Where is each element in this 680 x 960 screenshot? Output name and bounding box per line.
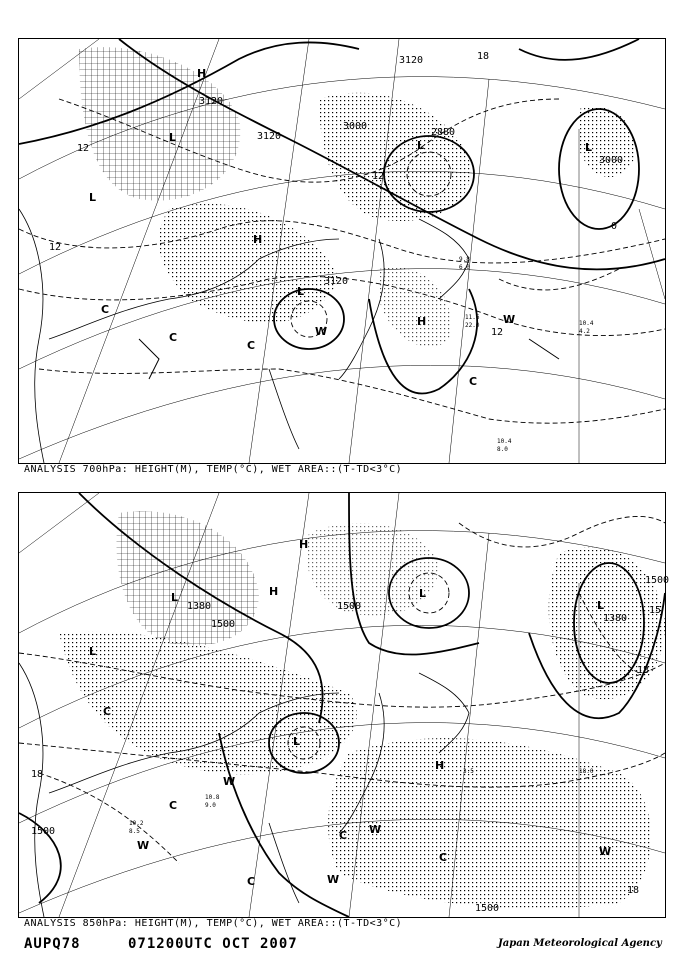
pressure-system-symbol: L — [585, 141, 593, 154]
height-label: 1380 — [187, 601, 212, 612]
pressure-system-symbol: L — [597, 599, 605, 612]
pressure-system-symbol: L — [417, 139, 425, 152]
pressure-system-symbol: L — [171, 591, 179, 604]
height-label: 3120 — [199, 96, 224, 107]
obs-value: 10.4 — [579, 320, 594, 327]
pressure-system-symbol: W — [137, 839, 150, 852]
pressure-system-symbol: W — [503, 313, 516, 326]
pressure-system-symbol: W — [327, 873, 340, 886]
trough-lines — [139, 339, 559, 379]
chart-700hpa-caption: ANALYSIS 700hPa: HEIGHT(M), TEMP(°C), WET AREA::(T-TD<3°C) — [24, 464, 403, 475]
obs-value: 11.6 — [465, 314, 480, 321]
pressure-system-symbol: W — [369, 823, 382, 836]
obs-value: 10.8 — [205, 794, 220, 801]
pressure-system-symbol: W — [315, 325, 328, 338]
pressure-system-symbol: C — [439, 851, 448, 864]
height-label: 3120 — [399, 55, 424, 66]
chart-700hpa — [18, 38, 666, 464]
obs-value: 9.0 — [205, 802, 216, 809]
valid-time: 071200UTC OCT 2007 — [128, 936, 298, 952]
obs-value: 22.0 — [465, 322, 480, 329]
pressure-system-symbol: H — [253, 233, 263, 246]
temp-label: 18 — [627, 885, 640, 896]
temp-label: 12 — [49, 242, 62, 253]
height-label: 1500 — [475, 903, 500, 914]
obs-value: 8.5 — [129, 828, 140, 835]
temp-label: 12 — [372, 171, 385, 182]
pressure-system-symbol: L — [293, 735, 301, 748]
obs-value: 9.8 — [459, 256, 470, 263]
bulletin-id: AUPQ78 — [24, 936, 81, 952]
height-label: 1380 — [603, 613, 628, 624]
height-label: 1500 — [645, 575, 670, 586]
pressure-system-symbol: W — [599, 845, 612, 858]
pressure-system-symbol: H — [299, 538, 309, 551]
pressure-system-symbol: C — [247, 875, 256, 888]
pressure-system-symbol: C — [101, 303, 110, 316]
temp-label: 0 — [611, 221, 618, 232]
temp-label: 12 — [491, 327, 504, 338]
agency-credit: Japan Meteorological Agency — [498, 938, 662, 949]
obs-value: 10.2 — [129, 820, 144, 827]
chart-700hpa-map — [19, 39, 665, 463]
pressure-system-symbol: H — [435, 759, 445, 772]
temp-label: 18 — [637, 665, 650, 676]
obs-value: 8.0 — [497, 446, 508, 453]
pressure-system-symbol: W — [223, 775, 236, 788]
pressure-system-symbol: H — [269, 585, 279, 598]
temp-label: 18 — [477, 51, 490, 62]
height-label: 1500 — [211, 619, 236, 630]
pressure-system-symbol: L — [297, 285, 305, 298]
pressure-system-symbol: C — [169, 799, 178, 812]
pressure-system-symbol: C — [103, 705, 112, 718]
height-label: 2880 — [431, 127, 456, 138]
temp-label: 18 — [31, 769, 44, 780]
chart-850hpa-map — [19, 493, 670, 917]
pressure-system-symbol: C — [247, 339, 256, 352]
wet-areas — [79, 47, 635, 347]
temp-label: 12 — [77, 143, 90, 154]
temp-label: 15 — [649, 605, 662, 616]
height-label: 3000 — [599, 155, 624, 166]
pressure-system-symbol: L — [169, 131, 177, 144]
height-label: 3120 — [257, 131, 282, 142]
height-label: 1500 — [31, 826, 56, 837]
pressure-system-symbol: C — [169, 331, 178, 344]
obs-value: 18.0 — [579, 768, 594, 775]
chart-850hpa-caption: ANALYSIS 850hPa: HEIGHT(M), TEMP(°C), WET AREA::(T-TD<3°C) — [24, 918, 403, 929]
height-label: 1500 — [337, 601, 362, 612]
pressure-system-symbol: L — [89, 191, 97, 204]
chart-850hpa — [18, 492, 670, 918]
pressure-system-symbol: C — [339, 829, 348, 842]
height-label: 3120 — [324, 276, 349, 287]
pressure-system-symbol: C — [469, 375, 478, 388]
obs-value: 6.0 — [459, 264, 470, 271]
pressure-system-symbol: L — [89, 645, 97, 658]
pressure-system-symbol: L — [419, 587, 427, 600]
height-label: 3000 — [343, 121, 368, 132]
obs-value: 3.5 — [463, 768, 474, 775]
obs-value: 10.4 — [497, 438, 512, 445]
pressure-system-symbol: H — [197, 67, 207, 80]
obs-value: 4.2 — [579, 328, 590, 335]
pressure-system-symbol: H — [417, 315, 427, 328]
